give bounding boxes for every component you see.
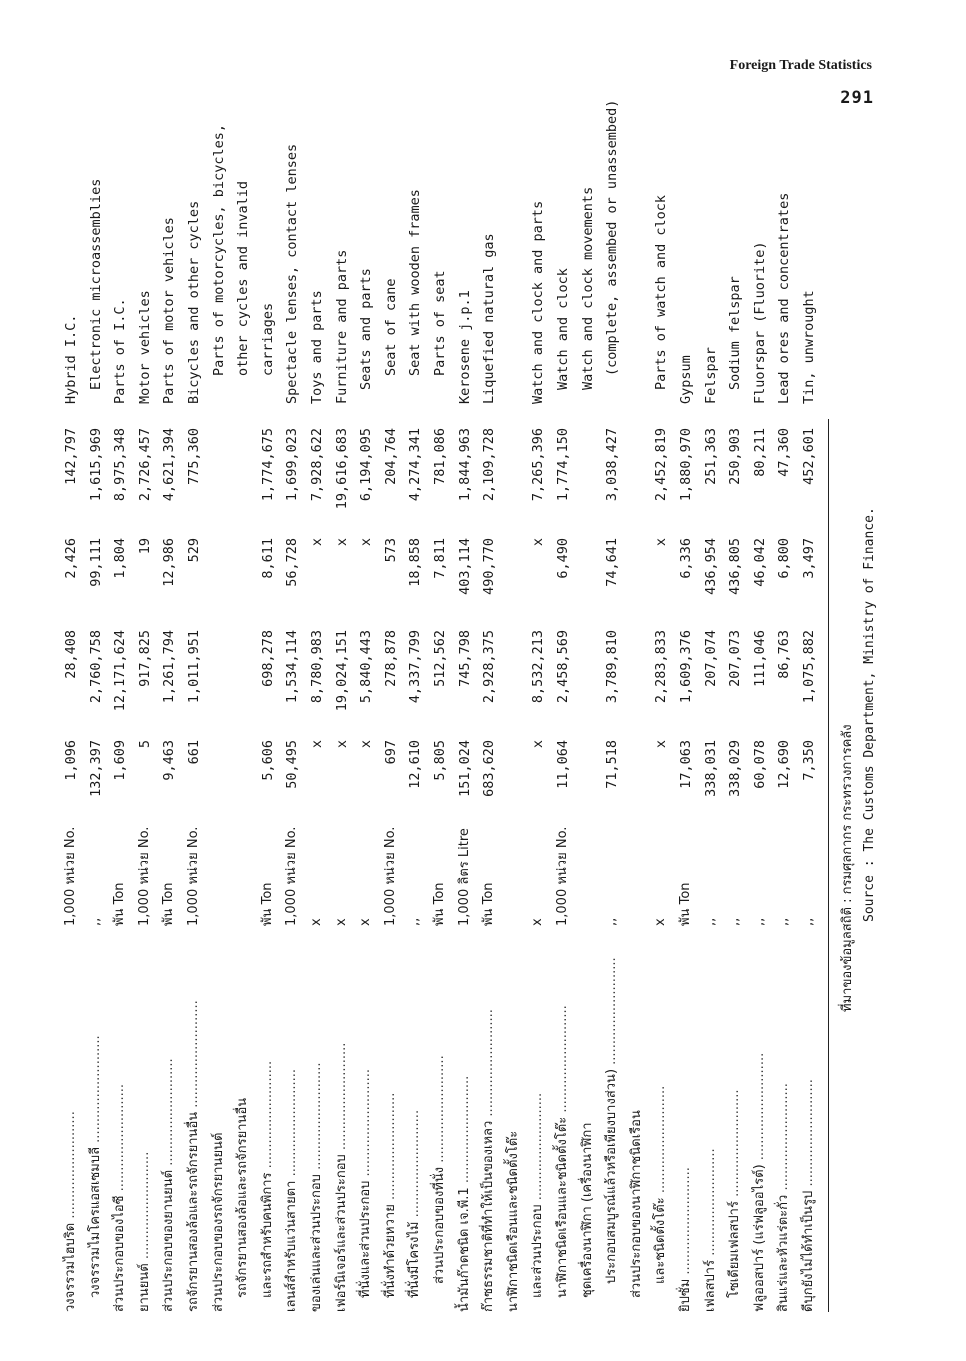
thai-description-cell: ดีบุกยังไม่ได้ทำเป็นรูป .......................... <box>801 1079 816 1312</box>
quantity-2019-cell: 99,111 <box>87 538 104 587</box>
english-description-cell: Watch and clock movements <box>579 186 596 390</box>
quantity-2018-cell: 683,620 <box>481 740 498 797</box>
quantity-2019-cell: 3,497 <box>801 538 817 579</box>
leader-dots: .......................... <box>456 1075 472 1188</box>
unit-cell: 1,000 หน่วย No. <box>186 826 201 926</box>
quantity-2018-cell: 71,518 <box>604 740 621 789</box>
unit-cell: 1,000 หน่วย No. <box>555 826 570 926</box>
quantity-2019-cell: x <box>358 538 375 547</box>
value-2019-cell: 3,038,427 <box>604 428 621 502</box>
page-number: 291 <box>840 88 874 108</box>
leader-dots: .......................... <box>530 1092 546 1205</box>
english-description-cell: Parts of motor vehicles <box>161 217 178 404</box>
english-description-cell: Kerosene j.p.1 <box>456 290 473 404</box>
english-description-cell: Tin, unwrought <box>801 290 817 404</box>
quantity-2018-cell: 50,495 <box>284 740 301 789</box>
value-2018-cell: 698,278 <box>259 630 276 687</box>
thai-description-cell: วงจรรวมไมโครแอสเซมบลี .......................... <box>87 1035 103 1298</box>
value-2018-cell: 2,283,833 <box>653 630 670 704</box>
quantity-2018-cell: 11,064 <box>555 740 571 789</box>
leader-dots: .......................... <box>333 1042 349 1155</box>
value-2019-cell: 1,699,023 <box>284 428 301 502</box>
value-2019-cell: 2,452,819 <box>653 428 670 502</box>
thai-description-cell: เฟอร์นิเจอร์และส่วนประกอบ .......................... <box>333 1042 349 1312</box>
english-description-cell: Spectacle lenses, contact lenses <box>284 143 301 404</box>
unit-cell: x <box>653 918 669 926</box>
leader-dots: .......................... <box>259 1060 275 1173</box>
quantity-2018-cell: 5,606 <box>259 740 276 781</box>
thai-description-cell: และรถสำหรับคนพิการ .......................... <box>259 1060 275 1298</box>
value-2019-cell: 452,601 <box>801 428 817 485</box>
english-description-cell: Parts of motorcycles, bicycles, <box>210 124 227 376</box>
value-2019-cell: 2,726,457 <box>136 428 153 502</box>
thai-description-cell: และส่วนประกอบ .......................... <box>530 1092 546 1298</box>
unit-cell: 1,000 หน่วย No. <box>382 826 398 926</box>
quantity-2019-cell: 7,811 <box>432 538 448 579</box>
quantity-2018-cell: 132,397 <box>87 740 104 797</box>
thai-description-cell: สินแร่และหัวแร่ตะกั่ว .......................... <box>776 1083 792 1312</box>
value-2018-cell: 28,408 <box>63 630 79 679</box>
leader-dots: .......................... <box>727 1089 743 1202</box>
english-description-cell: Parts of watch and clock <box>653 194 670 390</box>
thai-description-cell: วงจรรวมไฮบริด .......................... <box>63 1111 78 1312</box>
quantity-2018-cell: x <box>309 740 325 749</box>
value-2019-cell: 47,360 <box>776 428 793 477</box>
thai-description-cell: เฟลสปาร์ .......................... <box>702 1148 718 1312</box>
leader-dots: .......................... <box>653 1085 669 1198</box>
english-description-cell: Motor vehicles <box>136 290 153 404</box>
english-description-cell: Seat of cane <box>382 278 399 376</box>
quantity-2019-cell: 74,641 <box>604 538 621 587</box>
value-2018-cell: 1,075,882 <box>801 630 817 704</box>
english-description-cell: Electronic microassemblies <box>87 178 104 390</box>
english-description-cell: Gypsum <box>678 355 694 404</box>
quantity-2019-cell: 46,042 <box>751 538 768 587</box>
value-2019-cell: 80,211 <box>751 428 768 477</box>
value-2019-cell: 1,774,675 <box>259 428 276 502</box>
value-2018-cell: 1,609,376 <box>678 630 694 704</box>
leader-dots: .......................... <box>87 1035 103 1147</box>
quantity-2019-cell: 1,804 <box>112 538 129 579</box>
english-description-cell: Fluorspar (Fluorite) <box>751 241 768 404</box>
quantity-2018-cell: x <box>530 740 547 749</box>
quantity-2019-cell: 56,728 <box>284 538 301 587</box>
thai-description-cell: ยานยนต์ .......................... <box>136 1151 152 1312</box>
value-2018-cell: 2,760,758 <box>87 630 104 704</box>
thai-description-cell: รถจักรยานสองล้อและรถจักรยานอื่น .......................... <box>186 1000 201 1312</box>
leader-dots: .......................... <box>136 1151 152 1264</box>
value-2018-cell: 4,337,799 <box>407 630 424 704</box>
english-description-cell: Sodium felspar <box>727 276 744 390</box>
english-description-cell: Seats and parts <box>358 268 375 390</box>
value-2019-cell: 251,363 <box>702 428 719 485</box>
value-2018-cell: 111,046 <box>751 630 768 687</box>
thai-description-cell: ของเล่นและส่วนประกอบ .......................... <box>309 1062 324 1312</box>
english-description-cell: Bicycles and other cycles <box>186 200 202 404</box>
quantity-2018-cell: 661 <box>186 740 202 765</box>
unit-cell: ,, <box>801 917 816 926</box>
leader-dots: .......................... <box>702 1148 718 1260</box>
value-2018-cell: 1,011,951 <box>186 630 202 704</box>
unit-cell: พัน Ton <box>112 882 128 926</box>
leader-dots: .......................... <box>481 1009 497 1121</box>
leader-dots: .......................... <box>407 1109 423 1222</box>
value-2019-cell: 142,797 <box>63 428 79 485</box>
rotated-statistics-table <box>60 99 900 1312</box>
thai-description-cell: โซเดียมเฟลสปาร์ .......................... <box>727 1089 743 1298</box>
thai-description-cell: นาฬิกาชนิดเรือนและชนิดตั้งโต๊ะ .......................... <box>555 1005 570 1298</box>
leader-dots: .......................... <box>801 1079 816 1191</box>
thai-description-cell: ฟลูออสปาร์ (แร่ฟลูออไรต์) .......................... <box>751 1052 767 1312</box>
value-2018-cell: 917,825 <box>136 630 153 687</box>
quantity-2018-cell: 1,096 <box>63 740 79 781</box>
english-description-cell: carriages <box>259 302 276 376</box>
leader-dots: .......................... <box>678 1167 693 1279</box>
english-description-cell: Seat with wooden frames <box>407 189 424 376</box>
quantity-2018-cell: 5,805 <box>432 740 448 781</box>
value-2018-cell: 5,840,443 <box>358 630 375 704</box>
value-2018-cell: 1,534,114 <box>284 630 301 704</box>
quantity-2018-cell: 151,024 <box>456 740 473 797</box>
quantity-2019-cell: 573 <box>382 538 399 563</box>
unit-cell: ,, <box>87 917 103 926</box>
value-2018-cell: 3,789,810 <box>604 630 621 704</box>
quantity-2019-cell: 19 <box>136 538 153 555</box>
thai-description-cell: ส่วนประกอบของรถจักรยานยนต์ <box>210 1132 226 1312</box>
value-2018-cell: 1,261,794 <box>161 630 178 704</box>
value-2018-cell: 8,532,213 <box>530 630 547 704</box>
quantity-2019-cell: x <box>333 538 350 547</box>
unit-cell: พัน Ton <box>161 882 177 926</box>
document-header-title: Foreign Trade Statistics <box>729 58 872 73</box>
english-description-cell: Liquefied natural gas <box>481 233 498 404</box>
english-description-cell: Watch and clock <box>555 268 571 390</box>
unit-cell: พัน Ton <box>481 882 497 926</box>
thai-description-cell: ที่นั่งมีโครงไม้ .......................... <box>407 1109 423 1298</box>
value-2018-cell: 512,562 <box>432 630 448 687</box>
value-2019-cell: 7,265,396 <box>530 428 547 502</box>
quantity-2018-cell: 7,350 <box>801 740 817 781</box>
quantity-2018-cell: 338,031 <box>702 740 719 797</box>
quantity-2018-cell: 60,078 <box>751 740 768 789</box>
unit-cell: 1,000 หน่วย No. <box>136 826 152 926</box>
unit-cell: พัน Ton <box>432 882 447 926</box>
quantity-2019-cell: x <box>530 538 547 547</box>
value-2019-cell: 19,616,683 <box>333 428 350 510</box>
thai-description-cell: และชนิดตั้งโต๊ะ .......................... <box>653 1085 669 1284</box>
unit-cell: ,, <box>702 917 718 926</box>
thai-description-cell: ประกอบสมบูรณ์แล้วหรือเพียงบางส่วน) .......................... <box>604 957 620 1284</box>
quantity-2018-cell: 5 <box>136 740 153 749</box>
value-2019-cell: 250,903 <box>727 428 744 485</box>
leader-dots: .......................... <box>309 1062 324 1175</box>
thai-description-cell: นาฬิกาชนิดเรือนและชนิดตั้งโต๊ะ <box>505 1130 521 1312</box>
leader-dots: .......................... <box>751 1052 767 1165</box>
value-2018-cell: 12,171,624 <box>112 630 129 712</box>
unit-cell: x <box>358 918 374 926</box>
quantity-2018-cell: 697 <box>382 740 399 765</box>
quantity-2018-cell: 1,609 <box>112 740 129 781</box>
value-2019-cell: 4,274,341 <box>407 428 424 502</box>
value-2019-cell: 204,764 <box>382 428 399 485</box>
value-2018-cell: 278,878 <box>382 630 399 687</box>
unit-cell: 1,000 หน่วย No. <box>284 826 300 926</box>
thai-description-cell: น้ำมันก๊าดชนิด เจ.พี.1 .......................... <box>456 1075 472 1312</box>
leader-dots: .......................... <box>555 1005 570 1117</box>
value-2019-cell: 7,928,622 <box>309 428 325 502</box>
quantity-2019-cell: x <box>309 538 325 547</box>
english-description-cell: (complete, assembed or unassembed) <box>604 99 621 376</box>
quantity-2018-cell: 12,690 <box>776 740 793 789</box>
english-description-cell: Parts of I.C. <box>112 298 129 404</box>
value-2018-cell: 745,798 <box>456 630 473 687</box>
value-2018-cell: 207,073 <box>727 630 744 687</box>
quantity-2019-cell: 403,114 <box>456 538 473 595</box>
english-description-cell: Watch and clock and parts <box>530 200 547 404</box>
value-2019-cell: 1,774,150 <box>555 428 571 502</box>
value-2018-cell: 2,458,569 <box>555 630 571 704</box>
unit-cell: 1,000 ลิตร Litre <box>456 828 472 926</box>
thai-description-cell: ชุดเครื่องนาฬิกา (เครื่องนาฬิกา <box>579 1122 595 1298</box>
leader-dots: .......................... <box>432 1055 447 1167</box>
english-description-cell: Lead ores and concentrates <box>776 192 793 404</box>
unit-cell: 1,000 หน่วย No. <box>63 826 78 926</box>
value-2018-cell: 19,024,151 <box>333 630 350 712</box>
unit-cell: ,, <box>776 917 792 926</box>
quantity-2019-cell: x <box>653 538 670 547</box>
quantity-2019-cell: 12,986 <box>161 538 178 587</box>
unit-cell: x <box>530 918 546 926</box>
quantity-2019-cell: 6,490 <box>555 538 571 579</box>
thai-description-cell: ส่วนประกอบของที่นั่ง .......................... <box>432 1055 447 1284</box>
thai-description-cell: ส่วนประกอบของไอซี .......................... <box>112 1083 128 1312</box>
value-2018-cell: 86,763 <box>776 630 793 679</box>
value-2019-cell: 781,086 <box>432 428 448 485</box>
source-note-english: Source : The Customs Department, Ministry of Finance. <box>862 507 877 922</box>
value-2019-cell: 1,880,970 <box>678 428 694 502</box>
value-2019-cell: 4,621,394 <box>161 428 178 502</box>
thai-description-cell: ก๊าซธรรมชาติที่ทำให้เป็นของเหลว .......................... <box>481 1009 497 1312</box>
quantity-2019-cell: 529 <box>186 538 202 563</box>
quantity-2019-cell: 6,800 <box>776 538 793 579</box>
thai-description-cell: เลนส์สำหรับแว่นสายตา .......................... <box>284 1068 300 1312</box>
english-description-cell: Felspar <box>702 347 719 404</box>
thai-description-cell: ที่นั่งและส่วนประกอบ .......................... <box>358 1069 374 1298</box>
unit-cell: ,, <box>727 917 743 926</box>
leader-dots: .......................... <box>161 1058 177 1170</box>
unit-cell: พัน Ton <box>259 882 275 926</box>
unit-cell: พัน Ton <box>678 882 693 926</box>
quantity-2018-cell: 9,463 <box>161 740 178 781</box>
value-2018-cell: 207,074 <box>702 630 719 687</box>
thai-description-cell: ส่วนประกอบของยานยนต์ .......................... <box>161 1058 177 1312</box>
quantity-2019-cell: 8,611 <box>259 538 276 579</box>
source-note-thai: ที่มาของข้อมูลสถิติ : กรมศุลกากร กระทรวงการคลัง <box>840 724 855 1012</box>
value-2019-cell: 2,109,728 <box>481 428 498 502</box>
quantity-2019-cell: 2,426 <box>63 538 79 579</box>
value-2019-cell: 8,975,348 <box>112 428 129 502</box>
value-2019-cell: 775,360 <box>186 428 202 485</box>
value-2019-cell: 6,194,095 <box>358 428 375 502</box>
english-description-cell: other cycles and invalid <box>235 180 252 376</box>
quantity-2018-cell: 17,063 <box>678 740 694 789</box>
english-description-cell: Toys and parts <box>309 290 325 404</box>
thai-description-cell: รถจักรยานสองล้อและรถจักรยานอื่น <box>235 1097 251 1298</box>
unit-cell: x <box>309 918 324 926</box>
value-2018-cell: 8,780,983 <box>309 630 325 704</box>
unit-cell: ,, <box>407 917 423 926</box>
quantity-2018-cell: x <box>358 740 375 749</box>
english-description-cell: Hybrid I.C. <box>63 314 79 404</box>
leader-dots: .......................... <box>604 957 620 1069</box>
quantity-2019-cell: 6,336 <box>678 538 694 579</box>
quantity-2018-cell: 12,610 <box>407 740 424 789</box>
leader-dots: .......................... <box>63 1111 78 1223</box>
value-2019-cell: 1,615,969 <box>87 428 104 502</box>
quantity-2018-cell: x <box>653 740 670 749</box>
leader-dots: .......................... <box>776 1083 792 1195</box>
quantity-2019-cell: 18,858 <box>407 538 424 587</box>
leader-dots: .......................... <box>112 1083 128 1196</box>
quantity-2019-cell: 436,805 <box>727 538 744 595</box>
leader-dots: .......................... <box>186 1000 201 1112</box>
table-bottom-rule <box>828 419 829 1312</box>
unit-cell: x <box>333 918 349 926</box>
thai-description-cell: ยิปซั่ม .......................... <box>678 1167 693 1312</box>
thai-description-cell: ที่นั่งทำด้วยหวาย .......................... <box>382 1092 398 1298</box>
leader-dots: .......................... <box>284 1068 300 1181</box>
quantity-2019-cell: 436,954 <box>702 538 719 595</box>
value-2019-cell: 1,844,963 <box>456 428 473 502</box>
leader-dots: .......................... <box>382 1092 398 1205</box>
unit-cell: ,, <box>604 917 620 926</box>
thai-description-cell: ส่วนประกอบของนาฬิกาชนิดเรือน <box>628 1110 644 1298</box>
english-description-cell: Furniture and parts <box>333 249 350 404</box>
quantity-2019-cell: 490,770 <box>481 538 498 595</box>
unit-cell: ,, <box>751 917 767 926</box>
english-description-cell: Parts of seat <box>432 270 448 376</box>
leader-dots: .......................... <box>358 1069 374 1181</box>
value-2018-cell: 2,928,375 <box>481 630 498 704</box>
quantity-2018-cell: 338,029 <box>727 740 744 797</box>
quantity-2018-cell: x <box>333 740 350 749</box>
